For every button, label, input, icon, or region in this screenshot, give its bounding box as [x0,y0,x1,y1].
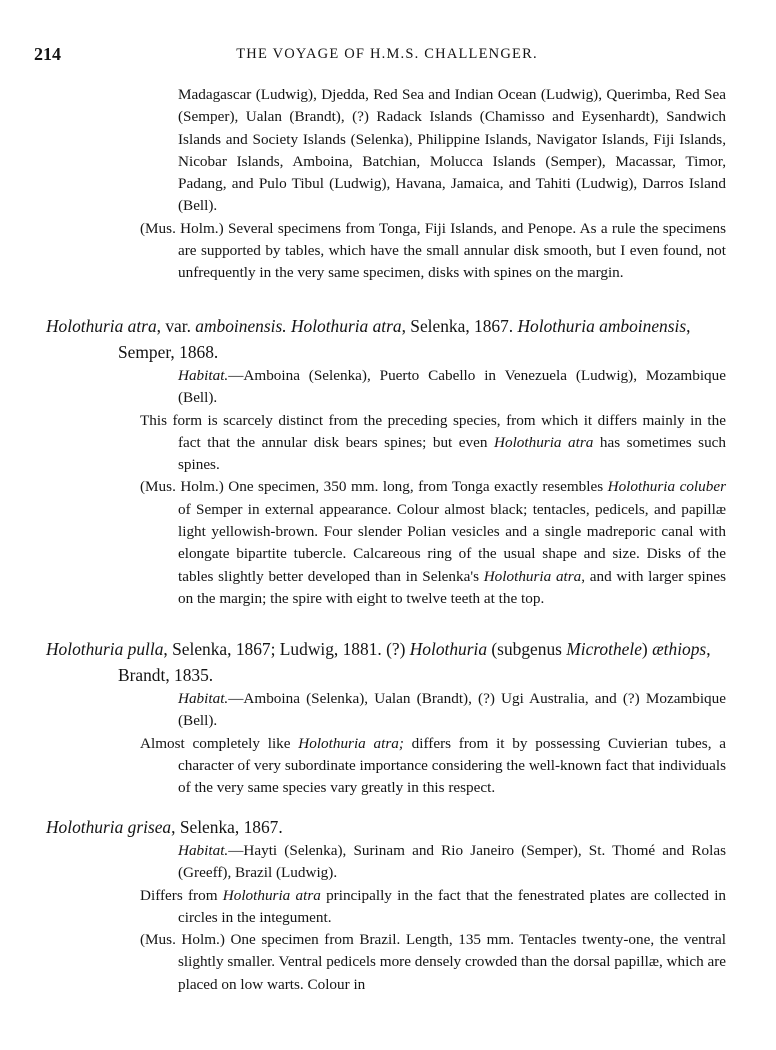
species2-body [140,688,726,799]
species3-body [140,840,726,996]
species1-note: This form is scarcely distinct from the preceding species, from which it differs mainly in the fact that the annular disk bears spines; but even Holothuria atra has sometimes such spines. [140,411,727,474]
species3-habitat: Habitat.—Hayti (Selenka), Surinam and Rio Janeiro (Semper), St. Thomé and Rolas (Greeff), Brazil (Ludwig). [178,842,726,882]
species1-habitat: Habitat.—Amboina (Selenka), Puerto Cabello in Venezuela (Ludwig), Mozambique (Bell). [178,367,726,407]
species3-museum: (Mus. Holm.) One specimen from Brazil. Length, 135 mm. Tentacles twenty-one, the ventral slightly smaller. Ventral pedicels more densely crowded than the dorsal papillæ, which are placed on low warts. Colour in [140,931,727,993]
species-heading-grisea: Holothuria grisea, Selenka, 1867. [46,817,283,837]
intro-habitat-paragraph: Madagascar (Ludwig), Djedda, Red Sea and Indian Ocean (Ludwig), Querimba, Red Sea (Semper), Ualan (Brandt), (?) Radack Islands (Chamisso and Eysenhardt), Sandwich Islands and Society Islands (Selenka), Philippine Islands, Navigator Islands, Fiji Islands, Nicobar Islands, Amboina, Batchian, Molucca Islands (Semper), Macassar, Timor, Padang, and Pulo Tibul (Ludwig), Havana, Jamaica, and Tahiti (Ludwig), Darros Island (Bell). [178,86,726,215]
species1-museum: (Mus. Holm.) One specimen, 350 mm. long, from Tonga exactly resembles Holothuria coluber of Semper in external appearance. Colour almost black; tentacles, pedicels, and papillæ light yellowish-brown. Four slender Polian vesicles and a single madreporic canal with elongate bipartite tubercle. Calcareous ring of the usual shape and size. Disks of the tables slightly better developed than in Selenka's Holothuria atra, and with larger spines on the margin; the spire with eight to twelve teeth at the top. [140,478,726,607]
species1-body [140,365,726,610]
page-number: 214 [34,44,61,64]
page-header [34,44,740,66]
species2-habitat: Habitat.—Amboina (Selenka), Ualan (Brandt), (?) Ugi Australia, and (?) Mozambique (Bell). [178,690,726,730]
running-title: THE VOYAGE OF H.M.S. CHALLENGER. [236,46,538,62]
species-heading-atra-amboinensis: Holothuria atra, var. amboinensis. Holothuria atra, Selenka, 1867. Holothuria amboinensis, Semper, 1868. [46,316,691,362]
intro-section [140,84,726,285]
species3-note: Differs from Holothuria atra principally in the fact that the fenestrated plates are collected in circles in the integument. [140,886,727,926]
species-heading-pulla: Holothuria pulla, Selenka, 1867; Ludwig, 1881. (?) Holothuria (subgenus Microthele) æthiops, Brandt, 1835. [46,639,711,685]
intro-museum-paragraph: (Mus. Holm.) Several specimens from Tonga, Fiji Islands, and Penope. As a rule the specimens are supported by tables, which have the small annular disk smooth, but I even found, not unfrequently in the very same specimen, disks with spines on the margin. [140,219,726,282]
species2-note: Almost completely like Holothuria atra; differs from it by possessing Cuvierian tubes, a character of very subordinate importance considering the well-known fact that individuals of the very same species vary greatly in this respect. [140,734,726,797]
